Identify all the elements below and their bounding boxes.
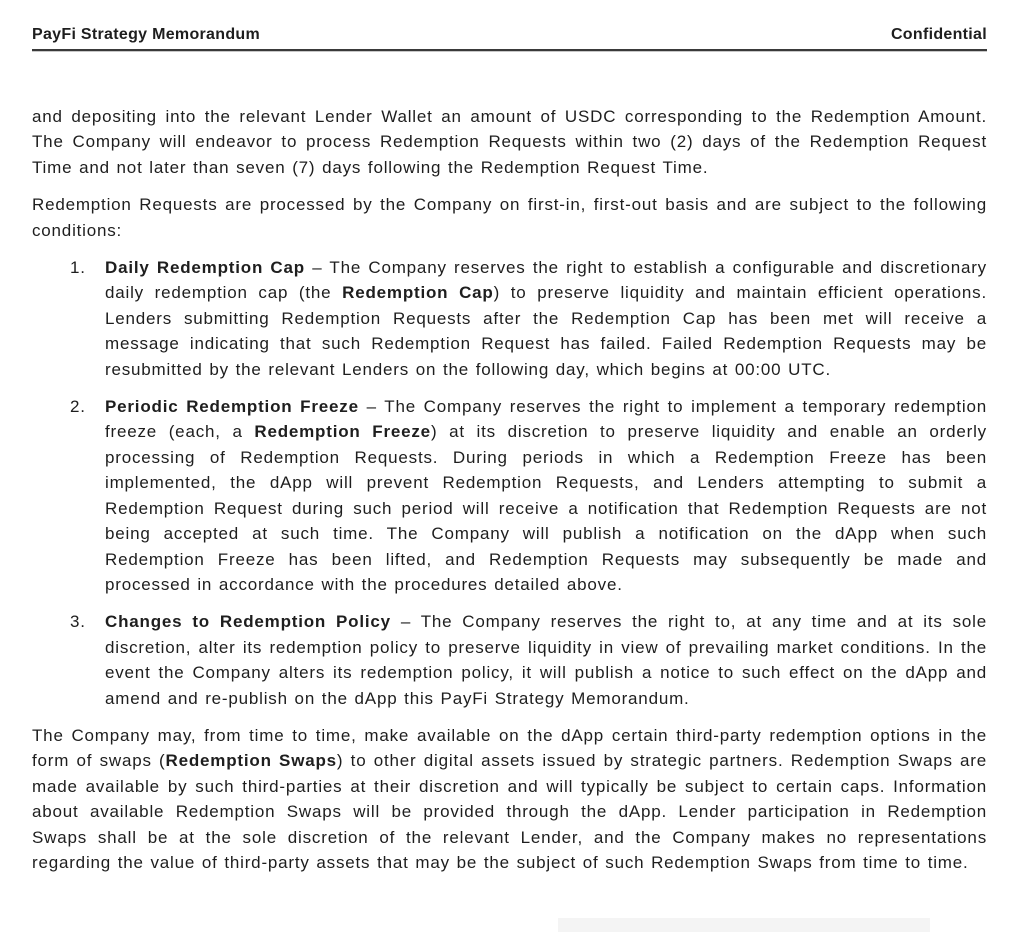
header-title: PayFi Strategy Memorandum (32, 26, 260, 43)
list-item-number: 3. (70, 612, 86, 632)
list-item-segment: – The Company reserves the right to, at any time and at its sole discretion, alter its redemption policy to preserve liquidity in view of prevailing market conditions. In the event the Company alters its redemption policy, it will publish a notice to such effect on the dApp and amend and re-publish on the dApp this PayFi Strategy Memorandum. (105, 612, 988, 708)
bold-term-redemption-swaps: Redemption Swaps (165, 751, 337, 771)
list-item-text (105, 255, 987, 382)
bold-term-daily-redemption-cap: Daily Redemption Cap (105, 258, 305, 278)
list-item-text (105, 394, 987, 597)
list-item-number: 2. (70, 397, 86, 417)
list-item-segment: – The Company reserves the right to establish a configurable and discretionary daily redemption cap (the (105, 258, 987, 303)
list-item-segment: ) at its discretion to preserve liquidity and enable an orderly processing of Redemption Requests. During periods in which a Redemption Freeze has been implemented, the dApp will prevent Redemption Requests, and Lenders attempting to submit a Redemption Request during such period will receive a notification that Redemption Requests are not being accepted at such time. The Company will publish a notification on the dApp when such Redemption Freeze has been lifted, and Redemption Requests may subsequently be made and processed in accordance with the procedures detailed above. (105, 422, 987, 594)
header-divider (32, 49, 987, 52)
list-item-changes-to-redemption-policy (32, 609, 987, 711)
page-header (32, 26, 987, 44)
header-classification-label: Confidential (890, 26, 987, 43)
closing-segment: ) to other digital assets issued by strategic partners. Redemption Swaps are made available by such third-parties at their discretion and will typically be subject to certain caps. Information about available Redemption Swaps will be provided through the dApp. Lender participation in Redemption Swaps shall be at the sole discretion of the relevant Lender, and the Company makes no representations regarding the value of third-party assets that may be the subject of such Redemption Swaps from time to time. (32, 751, 988, 872)
bold-term-periodic-redemption-freeze: Periodic Redemption Freeze (105, 397, 359, 417)
paragraph-redemption-deposit: and depositing into the relevant Lender Wallet an amount of USDC corresponding to the Redemption Amount. The Company will endeavor to process Redemption Requests within two (2) days of the Redemption Request Time and not later than seven (7) days following the Redemption Request Time. (32, 107, 987, 177)
conditions-list (32, 255, 987, 711)
list-item-number: 1. (70, 258, 86, 278)
list-item-text (105, 609, 987, 711)
bold-term-redemption-freeze: Redemption Freeze (254, 422, 431, 442)
bold-term-redemption-cap: Redemption Cap (342, 283, 494, 303)
list-item-periodic-redemption-freeze (32, 394, 987, 597)
list-item-daily-redemption-cap (32, 255, 987, 382)
closing-segment: The Company may, from time to time, make available on the dApp certain third-party redemption options in the form of swaps ( (32, 725, 987, 771)
paragraph-conditions-intro: Redemption Requests are processed by the Company on first-in, first-out basis and are subject to the following conditions: (32, 195, 987, 240)
bold-term-changes-to-redemption-policy: Changes to Redemption Policy (105, 612, 391, 632)
paragraph-redemption-swaps (32, 723, 987, 875)
page-bottom-shade (558, 918, 930, 932)
list-item-segment: – The Company reserves the right to implement a temporary redemption freeze (each, a (105, 397, 988, 442)
list-item-segment: ) to preserve liquidity and maintain efficient operations. Lenders submitting Redemption Requests after the Redemption Cap has been met will receive a message indicating that such Redemption Request has failed. Failed Redemption Requests may be resubmitted by the relevant Lenders on the following day, which begins at 00:00 UTC. (105, 283, 988, 379)
memo-body (32, 104, 987, 875)
